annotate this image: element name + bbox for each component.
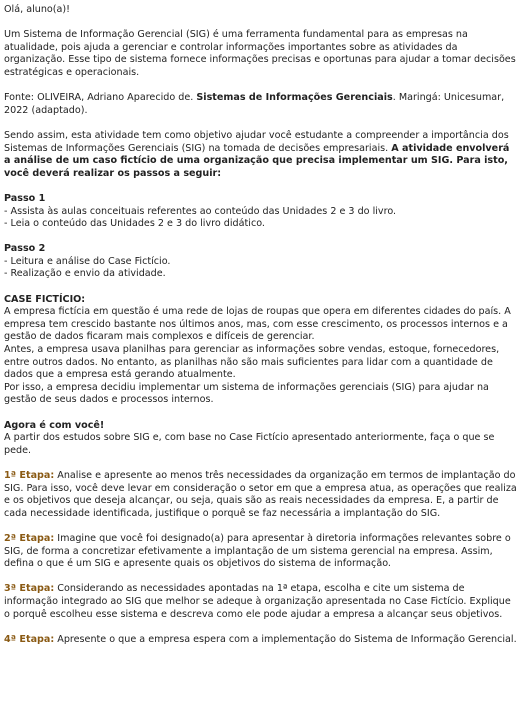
passo1-item: - Assista às aulas conceituais referentes ao conteúdo das Unidades 2 e 3 do livro. xyxy=(4,205,397,217)
objective-bold: A atividade envolverá a análise de um caso fictício de uma organização que precisa implementar um SIG. Para isto, você deverá realizar os passos a seguir: xyxy=(4,142,510,179)
etapa-text: Apresente o que a empresa espera com a implementação do Sistema de Informação Gerencial. xyxy=(54,633,517,645)
case-paragraph: A empresa fictícia em questão é uma rede de lojas de roupas que opera em diferentes cidades do país. A empresa tem crescido bastante nos últimos anos, mas, com esse crescimento, os processos internos e a gestão de dados ficaram mais complexos e difíceis de gerenciar. xyxy=(4,306,511,343)
etapa-4 xyxy=(4,634,519,647)
etapa-2 xyxy=(4,533,519,571)
source-citation xyxy=(4,92,519,117)
etapa-text: Considerando as necessidades apontadas na 1ª etapa, escolha e cite um sistema de informação integrado ao SIG que melhor se adeque à organização apresentada no Case Fictício. Explique o porquê escolheu esse sistema e descreva como ele pode ajudar a empresa a alcançar seus objetivos. xyxy=(4,583,511,620)
etapa-text: Analise e apresente ao menos três necessidades da organização em termos de implantação do SIG. Para isso, você deve levar em consideração o setor em que a empresa atua, as operações que realiza e os objetivos que deseja alcançar, ou seja, quais são as reais necessidades da empresa. E, a partir de cada necessidade identificada, justifique o porquê se faz necessária a implantação do SIG. xyxy=(4,469,517,519)
source-prefix: Fonte: OLIVEIRA, Adriano Aparecido de. xyxy=(4,92,197,104)
source-suffix: . Maringá: Unicesumar, 2022 (adaptado). xyxy=(4,92,505,116)
agora-text: A partir dos estudos sobre SIG e, com base no Case Fictício apresentado anteriormente, faça o que se pede. xyxy=(4,432,495,456)
objective-text: Sendo assim, esta atividade tem como objetivo ajudar você estudante a compreender a importância dos Sistemas de Informações Gerenciais (SIG) na tomada de decisões empresariais. xyxy=(4,129,509,154)
agora-title: Agora é com você! xyxy=(4,419,105,431)
source-title: Sistemas de Informações Gerenciais xyxy=(196,92,393,104)
passo1-item: - Leia o conteúdo das Unidades 2 e 3 do livro didático. xyxy=(4,218,265,230)
passo1-title: Passo 1 xyxy=(4,192,46,204)
passo2-item: - Realização e envio da atividade. xyxy=(4,268,166,280)
etapa-label: 4ª Etapa: xyxy=(4,633,55,645)
case-paragraph: Por isso, a empresa decidiu implementar um sistema de informações gerenciais (SIG) para ajudar na gestão de seus dados e processos internos. xyxy=(4,381,489,406)
case-paragraph: Antes, a empresa usava planilhas para gerenciar as informações sobre vendas, estoque, fornecedores, entre outros dados. No entanto, as planilhas não são mais suficientes para lidar com a quantidade de dados que a empresa está gerando atualmente. xyxy=(4,344,500,381)
etapa-label: 1ª Etapa: xyxy=(4,469,55,481)
etapa-label: 3ª Etapa: xyxy=(4,583,55,595)
etapa-3 xyxy=(4,583,519,621)
objective-paragraph xyxy=(4,130,519,180)
greeting: Olá, aluno(a)! xyxy=(4,4,70,15)
etapa-text: Imagine que você foi designado(a) para apresentar à diretoria informações relevantes sobre o SIG, de forma a concretizar efetivamente a implantação de um sistema gerencial na empresa. Assim, defina o que é um SIG e apresente quais os objetivos do sistema de informação. xyxy=(4,532,511,570)
intro-paragraph: Um Sistema de Informação Gerencial (SIG) é uma ferramenta fundamental para as empresas na atualidade, pois ajuda a gerenciar e controlar informações importantes sobre as atividades da organização. Esse tipo de sistema fornece informações precisas e oportunas para ajudar a tomar decisões estratégicas e operacionais. xyxy=(4,29,516,78)
case-title: CASE FICTÍCIO: xyxy=(4,293,86,305)
passo2-item: - Leitura e análise do Case Fictício. xyxy=(4,255,171,267)
etapa-label: 2ª Etapa: xyxy=(4,532,55,544)
etapa-1 xyxy=(4,470,519,520)
passo2-title: Passo 2 xyxy=(4,243,46,255)
